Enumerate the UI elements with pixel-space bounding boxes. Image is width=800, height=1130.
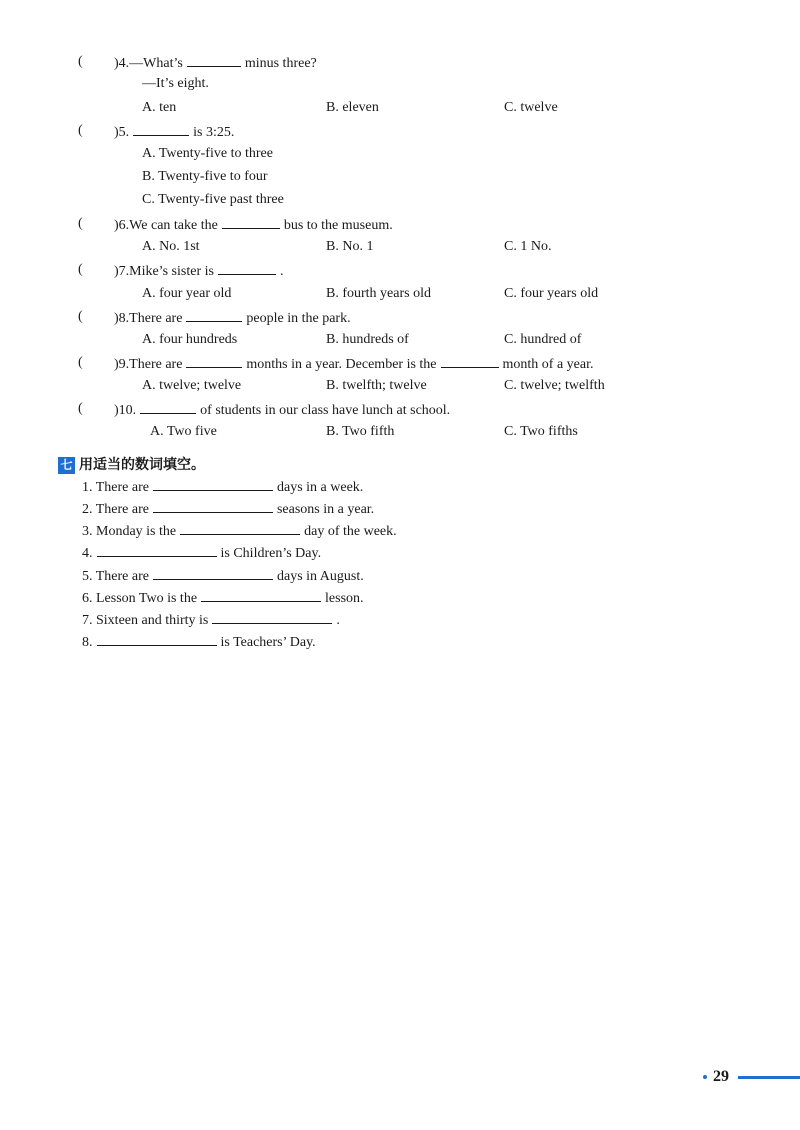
answer-paren-open: ( [78, 355, 83, 370]
option-a: A. four year old [142, 286, 232, 301]
question-number: )4. [114, 56, 130, 71]
option-c: C. four years old [504, 286, 599, 301]
answer-paren-open: ( [78, 54, 83, 69]
option-b: B. hundreds of [326, 332, 409, 347]
answer-blank[interactable] [133, 121, 189, 136]
item-text: Sixteen and thirty is [96, 613, 209, 628]
footer-rule [738, 1076, 800, 1079]
answer-blank[interactable] [186, 307, 242, 322]
question-number: )10. [114, 403, 137, 418]
answer-paren-open: ( [78, 123, 83, 138]
item-number: 3. [82, 524, 93, 539]
option-b: B. twelfth; twelve [326, 378, 427, 393]
option-c: C. twelve [504, 100, 558, 115]
item-text: There are [95, 569, 149, 584]
question-10-options [0, 422, 800, 442]
fill-item-1 [0, 476, 800, 496]
question-text: We can take the [129, 218, 218, 233]
option-a: A. No. 1st [142, 239, 200, 254]
option-b: B. fourth years old [326, 286, 431, 301]
bullet-icon [703, 1075, 707, 1079]
answer-blank[interactable] [222, 214, 280, 229]
item-text: days in August. [276, 569, 364, 584]
item-text: seasons in a year. [276, 502, 375, 517]
fill-item-6 [0, 587, 800, 607]
answer-blank[interactable] [186, 353, 242, 368]
question-number: )6. [114, 218, 130, 233]
fill-item-3 [0, 520, 800, 540]
option-a: A. twelve; twelve [142, 378, 242, 393]
answer-paren-open: ( [78, 262, 83, 277]
option-b: B. eleven [326, 100, 379, 115]
item-text: There are [95, 480, 149, 495]
option-b: B. Two fifth [326, 424, 395, 439]
item-text: is Teachers’ Day. [220, 635, 316, 650]
answer-blank[interactable] [212, 609, 332, 624]
question-text: of students in our class have lunch at school. [200, 403, 451, 418]
option-c: C. hundred of [504, 332, 582, 347]
question-5-option-c [0, 190, 800, 210]
option-c: C. twelve; twelfth [504, 378, 605, 393]
answer-blank[interactable] [153, 565, 273, 580]
dialogue-reply: —It’s eight. [142, 76, 209, 91]
question-4-options [0, 98, 800, 118]
question-8-options [0, 330, 800, 350]
page-number [703, 1066, 729, 1088]
question-9 [0, 353, 800, 373]
option-a: A. Two five [150, 424, 217, 439]
option-c: C. 1 No. [504, 239, 552, 254]
item-number: 7. [82, 613, 93, 628]
answer-blank[interactable] [218, 260, 276, 275]
item-text: lesson. [325, 591, 364, 606]
section-header [58, 455, 205, 475]
question-9-options [0, 376, 800, 396]
answer-paren-open: ( [78, 401, 83, 416]
question-4-reply [0, 74, 800, 94]
question-text: —What’s [129, 56, 183, 71]
item-text: day of the week. [304, 524, 397, 539]
option-a: A. Twenty-five to three [142, 146, 273, 161]
section-badge: 七 [58, 457, 75, 474]
item-number: 4. [82, 546, 93, 561]
option-a: A. ten [142, 100, 177, 115]
question-7 [0, 260, 800, 280]
answer-blank[interactable] [187, 52, 241, 67]
answer-paren-open: ( [78, 309, 83, 324]
question-number: )5. [114, 125, 130, 140]
question-7-options [0, 284, 800, 304]
question-text: months in a year. December is the [246, 357, 437, 372]
item-number: 6. [82, 591, 93, 606]
fill-item-7 [0, 609, 800, 629]
question-4 [0, 52, 800, 72]
fill-item-2 [0, 498, 800, 518]
question-5-option-a [0, 144, 800, 164]
item-number: 2. [82, 502, 93, 517]
item-text: Monday is the [96, 524, 177, 539]
item-number: 5. [82, 569, 93, 584]
answer-blank[interactable] [140, 399, 196, 414]
fill-item-4 [0, 542, 800, 562]
answer-paren-open: ( [78, 216, 83, 231]
question-6 [0, 214, 800, 234]
item-text: is Children’s Day. [220, 546, 322, 561]
item-text: . [336, 613, 340, 628]
section-title: 用适当的数词填空。 [79, 457, 205, 473]
question-text: bus to the museum. [283, 218, 393, 233]
question-5-option-b [0, 167, 800, 187]
question-8 [0, 307, 800, 327]
option-c: C. Twenty-five past three [142, 192, 284, 207]
item-text: There are [95, 502, 149, 517]
question-5 [0, 121, 800, 141]
item-number: 8. [82, 635, 93, 650]
question-text: Mike’s sister is [129, 264, 214, 279]
item-text: days in a week. [276, 480, 364, 495]
question-text: is 3:25. [193, 125, 235, 140]
option-c: C. Two fifths [504, 424, 578, 439]
question-6-options [0, 237, 800, 257]
option-a: A. four hundreds [142, 332, 238, 347]
answer-blank[interactable] [153, 498, 273, 513]
answer-blank[interactable] [97, 631, 217, 646]
fill-item-8 [0, 631, 800, 651]
answer-blank[interactable] [441, 353, 499, 368]
question-10 [0, 399, 800, 419]
option-b: B. Twenty-five to four [142, 169, 268, 184]
question-number: )7. [114, 264, 130, 279]
answer-blank[interactable] [201, 587, 321, 602]
question-number: )8. [114, 311, 130, 326]
answer-blank[interactable] [153, 476, 273, 491]
answer-blank[interactable] [97, 542, 217, 557]
option-b: B. No. 1 [326, 239, 374, 254]
page-number-text: 29 [713, 1068, 729, 1085]
question-text: There are [129, 357, 183, 372]
item-number: 1. [82, 480, 93, 495]
question-text: month of a year. [502, 357, 594, 372]
item-text: Lesson Two is the [96, 591, 198, 606]
question-text: There are [129, 311, 183, 326]
question-text: minus three? [244, 56, 317, 71]
question-text: . [279, 264, 284, 279]
question-number: )9. [114, 357, 130, 372]
question-text: people in the park. [246, 311, 351, 326]
answer-blank[interactable] [180, 520, 300, 535]
fill-item-5 [0, 565, 800, 585]
